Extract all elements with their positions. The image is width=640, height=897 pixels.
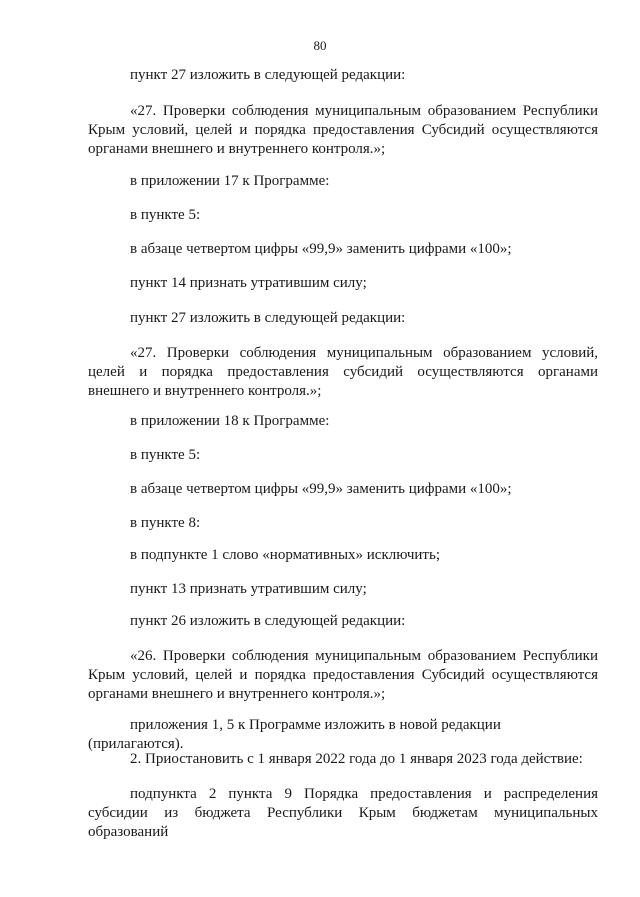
paragraph-19: подпункта 2 пункта 9 Порядка предоставления и распределения субсидии из бюджета Республики Крым бюджетам муниципальных образований [88, 786, 598, 840]
paragraph-3: в приложении 17 к Программе: [130, 173, 330, 189]
paragraph-15: пункт 26 изложить в следующей редакции: [130, 613, 406, 629]
paragraph-11: в абзаце четвертом цифры «99,9» заменить цифрами «100»; [130, 481, 512, 497]
paragraph-17: приложения 1, 5 к Программе изложить в новой редакции (прилагаются). [88, 717, 501, 752]
paragraph-2: «27. Проверки соблюдения муниципальным образованием Республики Крым условий, целей и порядка предоставления Субсидий осуществляются органами внешнего и внутреннего контроля.»; [88, 103, 598, 157]
paragraph-8: «27. Проверки соблюдения муниципальным образованием условий, целей и порядка предоставления субсидий осуществляются органами внешнего и внутреннего контроля.»; [88, 345, 598, 399]
paragraph-10: в пункте 5: [130, 447, 201, 463]
paragraph-9: в приложении 18 к Программе: [130, 413, 330, 429]
paragraph-5: в абзаце четвертом цифры «99,9» заменить цифрами «100»; [130, 241, 512, 257]
paragraph-7: пункт 27 изложить в следующей редакции: [130, 310, 406, 326]
paragraph-13: в подпункте 1 слово «нормативных» исключить; [130, 547, 440, 563]
paragraph-18: 2. Приостановить с 1 января 2022 года до 1 января 2023 года действие: [130, 751, 583, 767]
paragraph-12: в пункте 8: [130, 515, 201, 531]
paragraph-1: пункт 27 изложить в следующей редакции: [130, 67, 406, 83]
paragraph-14: пункт 13 признать утратившим силу; [130, 581, 367, 597]
paragraph-16: «26. Проверки соблюдения муниципальным образованием Республики Крым условий, целей и порядка предоставления Субсидий осуществляются органами внешнего и внутреннего контроля.»; [88, 648, 598, 702]
paragraph-4: в пункте 5: [130, 207, 201, 223]
page-number: 80 [313, 38, 327, 53]
paragraph-6: пункт 14 признать утратившим силу; [130, 275, 367, 291]
